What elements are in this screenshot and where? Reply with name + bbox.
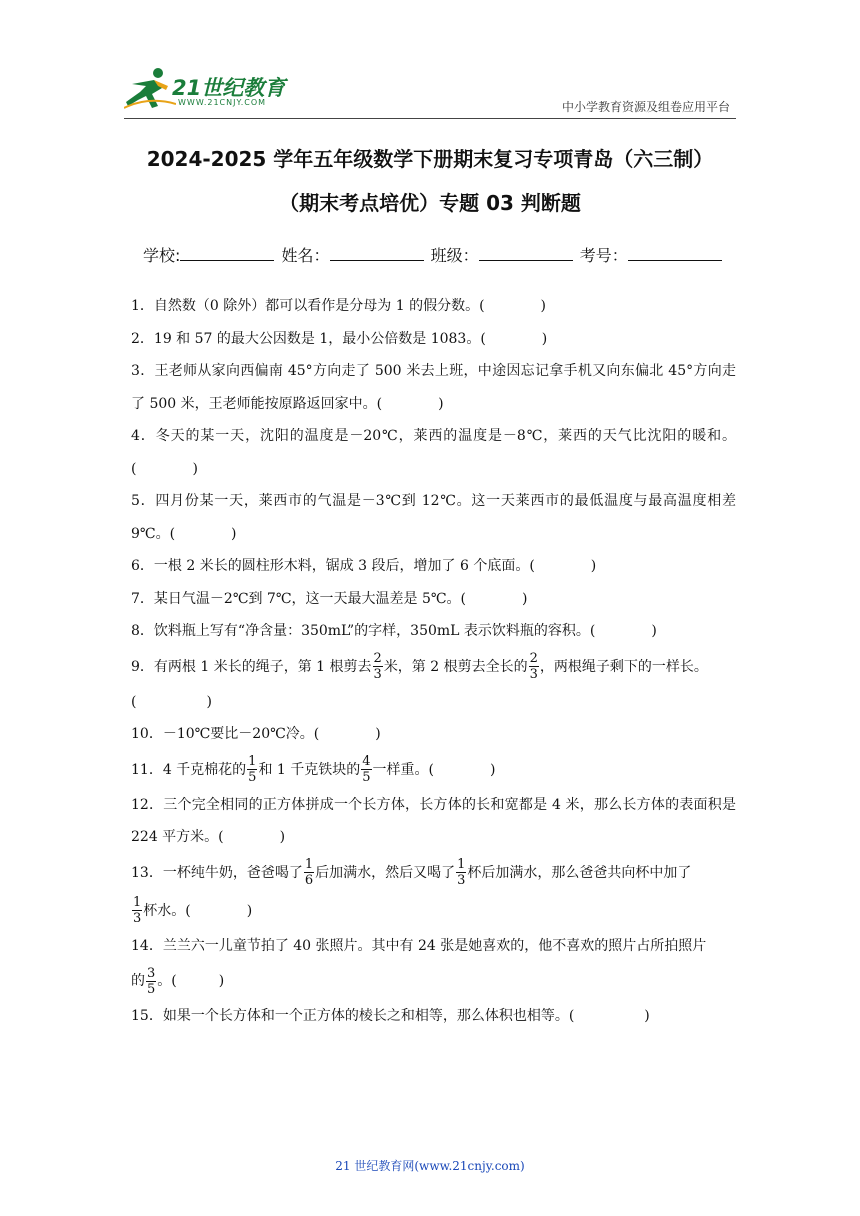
question-list bbox=[131, 290, 736, 1033]
logo bbox=[124, 66, 294, 112]
question-15: 15．如果一个长方体和一个正方体的棱长之和相等，那么体积也相等。( ) bbox=[131, 1008, 650, 1024]
question-9-part-a: 9．有两根 1 米长的绳子，第 1 根剪去 bbox=[131, 658, 372, 675]
question-9-part-b: 米，第 2 根剪去全长的 bbox=[383, 658, 528, 675]
question-11-part-a: 11．4 千克棉花的 bbox=[131, 761, 247, 778]
fraction-one-third bbox=[456, 857, 466, 888]
logo-url: WWW.21CNJY.COM bbox=[178, 98, 267, 107]
class-blank[interactable] bbox=[479, 246, 573, 261]
fraction-four-fifths bbox=[361, 754, 371, 785]
number-blank[interactable] bbox=[628, 246, 722, 261]
question-11-part-b: 和 1 千克铁块的 bbox=[258, 761, 361, 778]
question-11 bbox=[131, 751, 736, 789]
fraction-denominator: 6 bbox=[304, 873, 314, 888]
fraction-numerator: 2 bbox=[529, 651, 538, 666]
fraction-numerator: 1 bbox=[248, 754, 257, 769]
question-7: 7．某日气温－2℃到 7℃，这一天最大温差是 5℃。( ) bbox=[131, 590, 528, 607]
question-14-continued bbox=[131, 962, 736, 1000]
question-13-continued bbox=[131, 892, 736, 930]
fraction-three-fifths bbox=[146, 966, 156, 997]
fraction-denominator: 5 bbox=[362, 770, 371, 785]
question-2: 2．19 和 57 的最大公因数是 1，最小公倍数是 1083。( ) bbox=[131, 330, 548, 347]
fraction-one-fifth bbox=[247, 754, 257, 785]
runner-logo-icon bbox=[124, 66, 176, 110]
question-14: 14．兰兰六一儿童节拍了 40 张照片。其中有 24 张是她喜欢的，他不喜欢的照片占所拍照片 bbox=[131, 937, 707, 954]
question-13-part-a: 13．一杯纯牛奶，爸爸喝了 bbox=[131, 864, 303, 881]
fraction-denominator: 3 bbox=[457, 873, 466, 888]
fraction-one-third bbox=[132, 895, 142, 926]
fraction-numerator: 2 bbox=[373, 651, 382, 666]
fraction-denominator: 3 bbox=[373, 667, 382, 682]
question-9-part-c: ，两根绳子剩下的一样长。 bbox=[539, 658, 708, 675]
page-header bbox=[0, 0, 860, 122]
platform-label: 中小学教育资源及组卷应用平台 bbox=[561, 100, 730, 114]
question-5: 5．四月份某一天，莱西市的气温是－3℃到 12℃。这一天莱西市的最低温度与最高温度相差 9℃。( ) bbox=[131, 493, 736, 542]
page-footer: 21 世纪教育网(www.21cnjy.com) bbox=[335, 1159, 525, 1173]
question-13-part-b: 后加满水，然后又喝了 bbox=[315, 864, 456, 881]
student-info-row bbox=[143, 243, 724, 266]
fraction-numerator: 1 bbox=[133, 895, 142, 910]
fraction-numerator: 3 bbox=[147, 965, 156, 981]
question-9-answer: ( ) bbox=[131, 693, 212, 710]
fraction-two-thirds bbox=[373, 651, 383, 682]
school-blank[interactable] bbox=[180, 246, 274, 261]
logo-text: 21世纪教育 bbox=[172, 76, 286, 100]
page-title-line-1: 2024-2025 学年五年级数学下册期末复习专项青岛（六三制） bbox=[146, 147, 714, 171]
question-14-part-b: 的 bbox=[131, 973, 145, 989]
fraction-one-sixth bbox=[304, 857, 314, 888]
name-blank[interactable] bbox=[330, 246, 424, 261]
question-6: 6．一根 2 米长的圆柱形木料，锯成 3 段后，增加了 6 个底面。( ) bbox=[131, 558, 597, 574]
fraction-two-thirds bbox=[529, 651, 539, 682]
question-13-part-d: 杯水。( ) bbox=[143, 902, 253, 919]
fraction-denominator: 5 bbox=[147, 981, 156, 997]
fraction-numerator: 1 bbox=[457, 857, 466, 872]
name-label: 姓名： bbox=[281, 246, 330, 265]
question-8: 8．饮料瓶上写有“净含量：350mL”的字样，350mL 表示饮料瓶的容积。( ) bbox=[131, 623, 657, 639]
fraction-numerator: 4 bbox=[362, 754, 371, 769]
fraction-denominator: 5 bbox=[248, 770, 257, 785]
fraction-denominator: 3 bbox=[133, 911, 142, 926]
question-14-part-c: 。( ) bbox=[157, 973, 225, 989]
question-13-part-c: 杯后加满水，那么爸爸共向杯中加了 bbox=[467, 864, 692, 881]
school-label: 学校: bbox=[143, 246, 181, 265]
question-11-part-c: 一样重。( ) bbox=[372, 761, 496, 778]
number-label: 考号： bbox=[579, 246, 628, 265]
fraction-denominator: 3 bbox=[529, 667, 538, 682]
question-4: 4．冬天的某一天，沈阳的温度是－20℃，莱西的温度是－8℃，莱西的天气比沈阳的暖和。( ) bbox=[131, 428, 736, 477]
header-divider bbox=[124, 118, 736, 119]
fraction-numerator: 1 bbox=[304, 857, 314, 872]
page-title-line-2: （期末考点培优）专题 03 判断题 bbox=[279, 191, 581, 215]
class-label: 班级： bbox=[430, 246, 479, 265]
question-3: 3．王老师从家向西偏南 45°方向走了 500 米去上班，中途因忘记拿手机又向东偏北 45°方向走了 500 米，王老师能按原路返回家中。( ) bbox=[131, 363, 736, 412]
question-10: 10．－10℃要比－20℃冷。( ) bbox=[131, 726, 381, 742]
question-12: 12．三个完全相同的正方体拼成一个长方体，长方体的长和宽都是 4 米，那么长方体的表面积是 224 平方米。( ) bbox=[131, 796, 736, 845]
question-9 bbox=[131, 648, 736, 686]
question-13 bbox=[131, 854, 736, 892]
question-1: 1．自然数（0 除外）都可以看作是分母为 1 的假分数。( ) bbox=[131, 298, 546, 314]
